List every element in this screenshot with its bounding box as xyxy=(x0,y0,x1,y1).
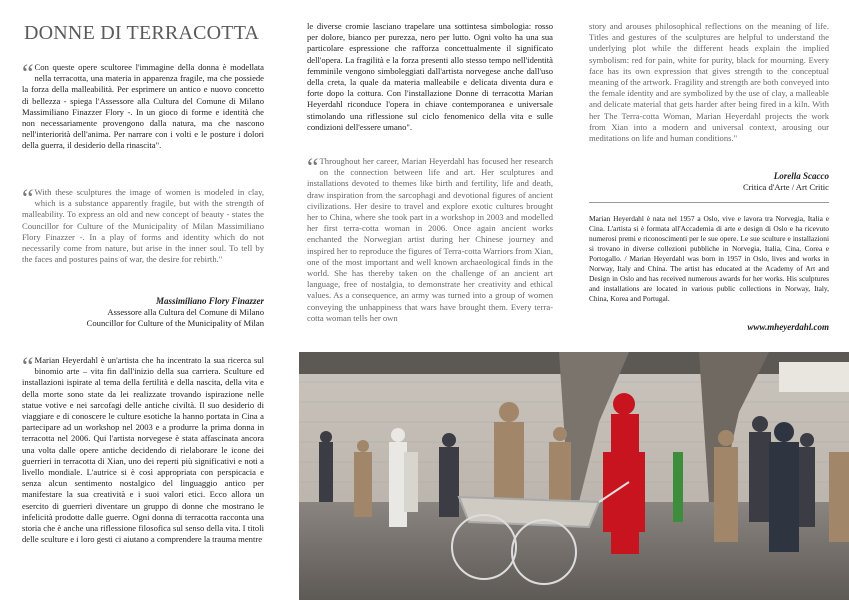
artist-bio xyxy=(589,214,829,304)
english-continued: story and arouses philosophical reflections on the meaning of life. Titles and gestures of the sculptures are helpful to understand the underlying plot while the different heads explain the implied symbolism: red for pain, white for purity, black for mourning. Every face has its own expression that gives strength to the conceptual meaning of the artwork. Fragility and strength are both conveyed into the female identity and are symbolized by the use of clay, a malleable and delicate material that gets harder after being fired in a kiln. With her The Terra-cotta Woman, Marian Heyerdahl projects the work from Xian into a modern and universal context, arousing our meditations on life and human conditions." xyxy=(589,21,829,144)
quote-mark: “ xyxy=(307,153,319,182)
signature-finazzer xyxy=(22,296,264,329)
column-1-english xyxy=(22,184,264,265)
column-3-english xyxy=(589,21,829,144)
quote-mark: “ xyxy=(22,352,34,381)
terracotta-photo-illustration xyxy=(299,352,849,600)
divider xyxy=(589,202,829,203)
signature-name: Lorella Scacco xyxy=(773,171,829,181)
column-2-top xyxy=(307,21,553,133)
signature-role-it: Assessore alla Cultura del Comune di Milano xyxy=(107,307,264,317)
signature-scacco xyxy=(589,171,829,193)
english-article: “ Throughout her career, Marian Heyerdahl has focused her research on the connection between life and art. Her sculptures and installations devoted to themes like birth and fertility, life and death, draw inspiration from the sarcophagi and devotional figures of ancient civilizations. Her desire to travel and explore exotic cultures brought her to China, where she took part in a workshop in 2003 and modelled her first terra-cotta woman in 2006. Once again ancient works enchanted the Norwegian artist during her Chinese journey and inspired her to reproduce the figures of Terra-cotta Warriors from Xian, one of the most important and well known archaeological finds in the world. She has thereby taken on the challenge of an ancient art language, free of nostalgia, to demonstrate her creativity and ethical values. As a consequence, an army was turned into a group of women conveying the unhappiness that wars have brought them. Every terra-cotta woman tells her own xyxy=(307,153,553,323)
english-quote: “ With these sculptures the image of women is modeled in clay, which is a substance apparently fragile, but with the strength of malleability. To express an old and new concept of beauty - states the Councillor for Culture of the Municipality of Milan Massimiliano Flory Finazzer -. In a play of forms and identity which do not necessarily come from nature, but arise in the inner soul. To tell by the faces and postures pains of war, the desire for rebirth." xyxy=(22,184,264,265)
page-title: DONNE DI TERRACOTTA xyxy=(24,22,260,44)
italian-quote: “ Con queste opere scultoree l'immagine della donna è modellata nella terracotta, una materia in apparenza fragile, ma che possiede la forza della malleabilità. Per esprimere un antico e nuovo concetto di bellezza - spiega l'Assessore alla Cultura del Comune di Milano Massimiliano Finazzer Flory -. In un gioco di forme e identità che non necessariamente provengono dalla natura, ma che nascono nell'interiorità dell'anima. Per narrare con i volti e le posture i dolori della guerra, il desiderio della rinascita". xyxy=(22,59,264,151)
italian-continued: le diverse cromie lasciano trapelare una sottintesa simbologia: rosso per dolore, bianco per purezza, nero per lutto. Ogni volto ha una sua particolare espressione che rafforza concettualmente il significato dell'opera. La fragilità e la forza presenti allo stesso tempo nell'identità femminile vengono simboleggiati dall'artista norvegese anche dall'uso della creta, la quale da materia malleabile e delicata diventa dura e forte dopo la cottura. Con l'installazione Donne di terracotta Marian Heyerdahl riconduce l'opera in chiave contemporanea e universale stimolando una riflessione sul ciclo fenomenico della vita e sulle condizioni dell'essere umano". xyxy=(307,21,553,132)
bio-text: Marian Heyerdahl è nata nel 1957 a Oslo, vive e lavora tra Norvegia, Italia e Cina. L'artista si è formata all'Accademia di arte e design di Oslo e ha ricevuto numerosi premi e riconoscimenti per le sue opere. Le sue sculture e installazioni si trovano in diverse collezioni pubbliche in Norvegia, Italia, Cina, Corea e Portogallo. / Marian Heyerdahl was born in 1957 in Oslo, lives and works in Norway, Italy and China. The artist has educated at the Academy of Art and Design in Oslo and has received numerous awards for her works. His sculptures and installations are located in various public collections in Norway, Italy, China, Korea and Portugal. xyxy=(589,214,829,303)
quote-mark: “ xyxy=(22,184,34,213)
signature-role-en: Councillor for Culture of the Municipality of Milan xyxy=(86,318,264,328)
signature-role: Critica d'Arte / Art Critic xyxy=(742,182,829,192)
column-1-bottom xyxy=(22,352,264,545)
column-1-intro xyxy=(22,59,264,152)
installation-photo xyxy=(299,352,849,600)
column-2-english xyxy=(307,153,553,324)
artist-text-it: “ Marian Heyerdahl è un'artista che ha incentrato la sua ricerca sul binomio arte – vita fin dall'inizio della sua carriera. Sculture ed installazioni ispirate al tema della fertilità e della nascita, della vita e della morte sono state da lei realizzate trovando ispirazione nelle statue votive e nei sarcofagi delle antiche civiltà. Il suo desiderio di viaggiare e di conoscere le culture esotiche la hanno portata in Cina a partecipare ad un workshop nel 2003 e a produrre la prima donna in terracotta nel 2006. Qui l'artista norvegese è stata affascinata ancora una volta dalle opere antiche decidendo di rielaborare le icone dei guerrieri in terracotta di Xian, uno dei reperti più significativi e noti a livello mondiale. L'autrice si è così appropriata con perspicacia e senza alcun sentimento nostalgico del linguaggio antico per manifestare la sua creatività e i suoi valori etici. Ecco allora un esercito di guerrieri diventare un gruppo di donne che mostrano le infelicità prodotte dalle guerre. Ogni donna di terracotta racconta una storia che è anche una riflessione filosofica sul senso della vita. I titoli delle sculture e i loro gesti ci aiutano a comprendere la trauma mentre xyxy=(22,352,264,545)
signature-name: Massimiliano Flory Finazzer xyxy=(155,296,264,306)
website-link[interactable]: www.mheyerdahl.com xyxy=(747,322,829,332)
quote-mark: “ xyxy=(22,59,34,88)
